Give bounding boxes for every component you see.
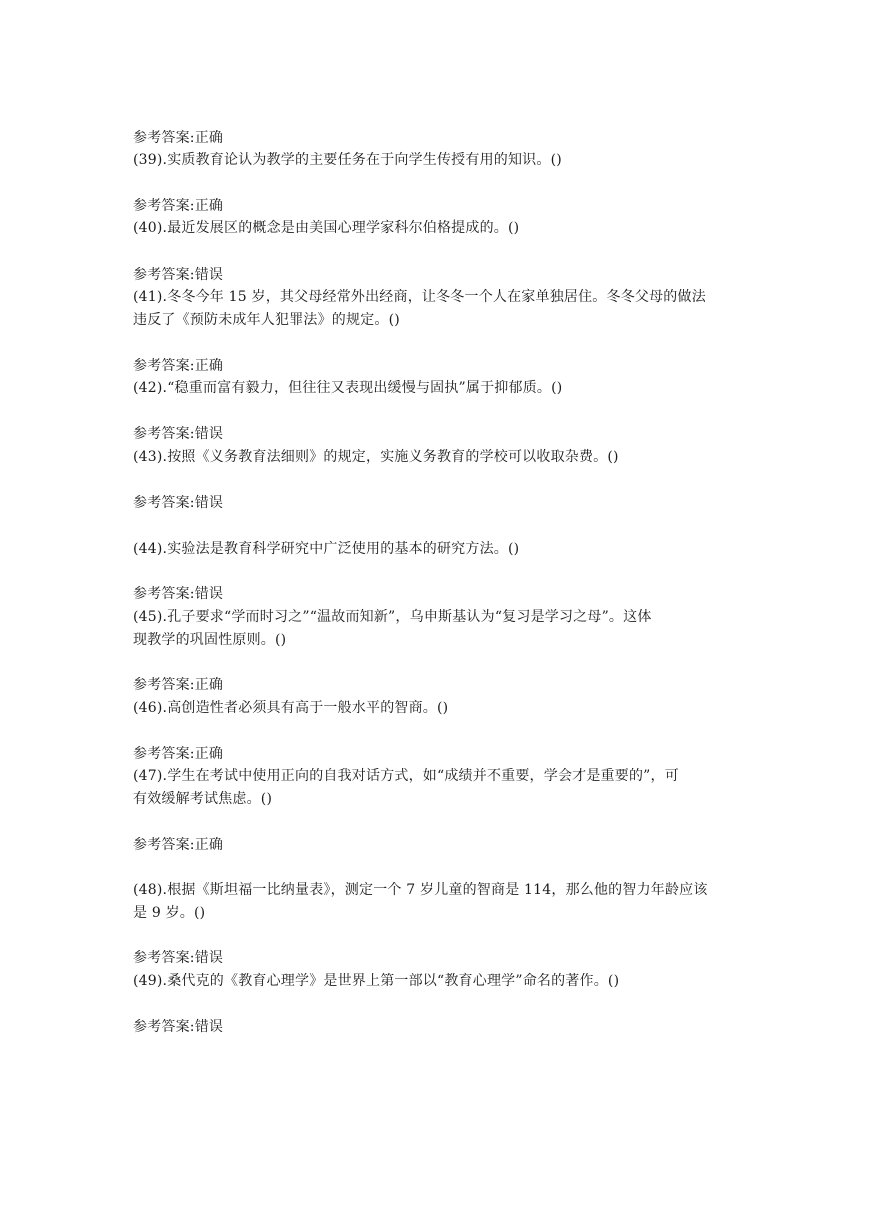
- answer-line: 参考答案:正确: [133, 358, 224, 374]
- answer-line: 参考答案:正确: [133, 198, 224, 214]
- answer-line: 参考答案:错误: [133, 267, 224, 283]
- answer-line: 参考答案:正确: [133, 746, 224, 762]
- question-47-continued: 有效缓解考试焦虑。(): [133, 791, 273, 807]
- question-42: (42).“稳重而富有毅力，但往往又表现出缓慢与固执”属于抑郁质。(): [133, 380, 563, 396]
- answer-line: 参考答案:错误: [133, 426, 224, 442]
- question-44: (44).实验法是教育科学研究中广泛使用的基本的研究方法。(): [133, 541, 520, 557]
- question-39: (39).实质教育论认为教学的主要任务在于向学生传授有用的知识。(): [133, 152, 562, 168]
- question-41: (41).冬冬今年 15 岁，其父母经常外出经商，让冬冬一个人在家单独居住。冬冬父母的做法: [133, 289, 706, 305]
- answer-line: 参考答案:正确: [133, 837, 224, 853]
- question-40: (40).最近发展区的概念是由美国心理学家科尔伯格提成的。(): [133, 220, 520, 236]
- question-49: (49).桑代克的《教育心理学》是世界上第一部以“教育心理学”命名的著作。(): [133, 973, 620, 989]
- answer-line: 参考答案:错误: [133, 586, 224, 602]
- question-41-continued: 违反了《预防未成年人犯罪法》的规定。(): [133, 312, 400, 328]
- answer-line: 参考答案:错误: [133, 495, 224, 511]
- answer-line: 参考答案:错误: [133, 1019, 224, 1035]
- question-45: (45).孔子要求“学而时习之”“温故而知新”，乌申斯基认为“复习是学习之母”。这体: [133, 609, 652, 625]
- answer-line: 参考答案:错误: [133, 950, 224, 966]
- answer-line: 参考答案:正确: [133, 677, 224, 693]
- question-45-continued: 现教学的巩固性原则。(): [133, 632, 287, 648]
- question-48-continued: 是 9 岁。(): [133, 905, 206, 921]
- question-47: (47).学生在考试中使用正向的自我对话方式，如“成绩并不重要，学会才是重要的”，可: [133, 768, 679, 784]
- question-48: (48).根据《斯坦福一比纳量表》，测定一个 7 岁儿童的智商是 114，那么他的智力年龄应该: [133, 882, 708, 898]
- answer-line: 参考答案:正确: [133, 130, 224, 146]
- question-46: (46).高创造性者必须具有高于一般水平的智商。(): [133, 700, 449, 716]
- question-43: (43).按照《义务教育法细则》的规定，实施义务教育的学校可以收取杂费。(): [133, 449, 619, 465]
